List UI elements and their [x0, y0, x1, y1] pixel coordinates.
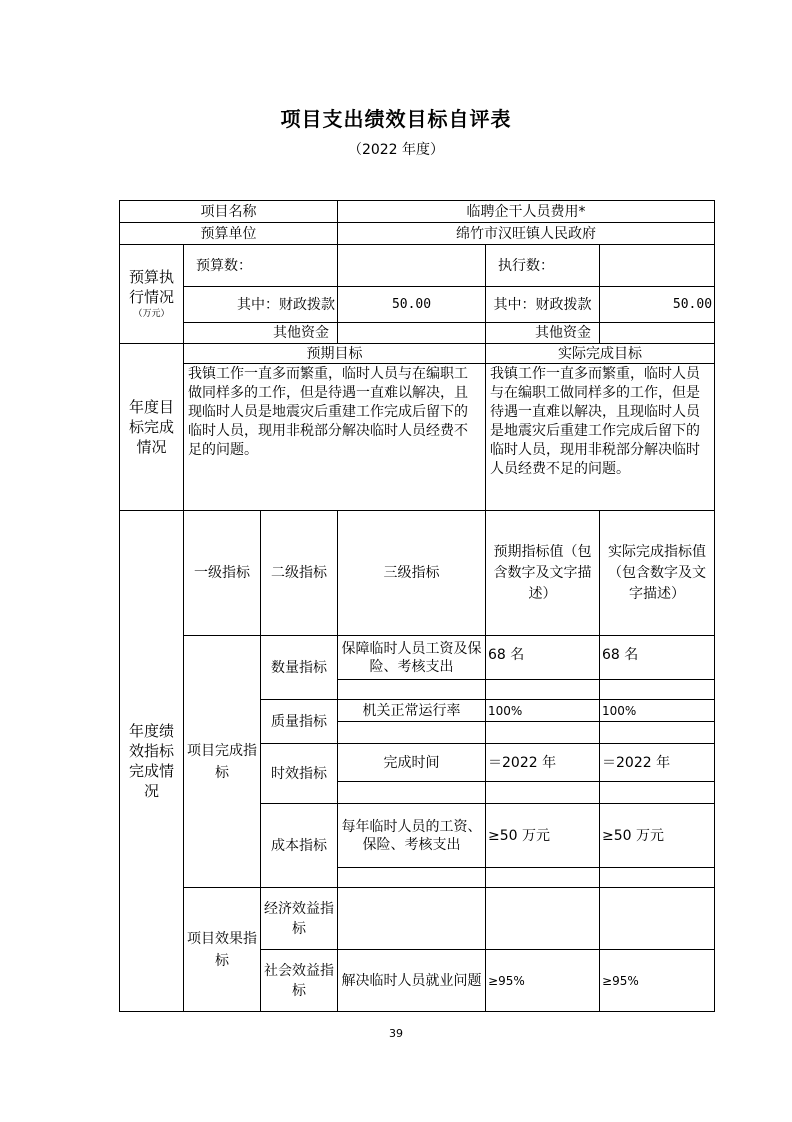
social-actual: ≥95%: [600, 950, 715, 1012]
performance-table: [119, 200, 715, 1012]
budget-unit-value: 绵竹市汉旺镇人民政府: [338, 223, 715, 245]
expected-goal-text: 我镇工作一直多而繁重，临时人员与在编职工做同样多的工作，但是待遇一直难以解决，且现临时人员是地震灾后重建工作完成后留下的临时人员，现用非税部分解决临时人员经费不足的问题。: [184, 364, 486, 511]
quality-expected: 100%: [486, 700, 600, 722]
other-funds-row: [120, 323, 715, 344]
annual-goal-header-row: [120, 344, 715, 364]
budget-section-label: [120, 245, 184, 344]
budget-unit-note: （万元）: [133, 309, 170, 319]
level2-header: 二级指标: [261, 511, 338, 636]
quantity-actual: 68 名: [600, 636, 715, 680]
page-number: 39: [389, 1027, 403, 1040]
expected-value-header: 预期指标值（包含数字及文字描述）: [486, 511, 600, 636]
budget-unit-label: 预算单位: [120, 223, 338, 245]
fiscal-label-exec: 其中：财政拨款: [486, 287, 600, 323]
fiscal-value-budget: 50.00: [338, 287, 486, 323]
timeliness-expected: ＝2022 年: [486, 744, 600, 782]
quantity-item: 保障临时人员工资及保险、考核支出: [338, 636, 486, 680]
social-item: 解决临时人员就业问题: [338, 950, 486, 1012]
quantity-row: [120, 636, 715, 680]
project-name-value: 临聘企干人员费用*: [338, 201, 715, 223]
fiscal-row: [120, 287, 715, 323]
project-name-label: 项目名称: [120, 201, 338, 223]
group-effect-label: 项目效果指标: [184, 888, 261, 1012]
exec-amount-label: 执行数：: [486, 245, 600, 287]
quality-actual: 100%: [600, 700, 715, 722]
quantity-label: 数量指标: [261, 636, 338, 700]
exec-amount-value: [600, 245, 715, 287]
report-year: （2022 年度）: [347, 142, 445, 158]
social-expected: ≥95%: [486, 950, 600, 1012]
group-completion-label: 项目完成指标: [184, 636, 261, 888]
other-label-exec: 其他资金: [486, 323, 600, 344]
cost-actual: ≥50 万元: [600, 804, 715, 868]
economic-item: [338, 888, 486, 950]
actual-value-header: 实际完成指标值（包含数字及文字描述）: [600, 511, 715, 636]
other-value-budget: [338, 323, 486, 344]
budget-unit-row: [120, 223, 715, 245]
social-label: 社会效益指标: [261, 950, 338, 1012]
expected-goal-header: 预期目标: [184, 344, 486, 364]
level1-header: 一级指标: [184, 511, 261, 636]
level3-header: 三级指标: [338, 511, 486, 636]
annual-goal-text-row: [120, 364, 715, 511]
timeliness-label: 时效指标: [261, 744, 338, 804]
project-name-row: [120, 201, 715, 223]
cost-expected: ≥50 万元: [486, 804, 600, 868]
indicator-section-label: 年度绩效指标完成情况: [120, 511, 184, 1012]
actual-goal-header: 实际完成目标: [486, 344, 715, 364]
indicator-header-row: [120, 511, 715, 636]
quantity-expected: 68 名: [486, 636, 600, 680]
budget-section-text: 预算执行情况: [128, 268, 174, 306]
fiscal-label-budget: 其中：财政拨款: [184, 287, 338, 323]
economic-row: [120, 888, 715, 950]
other-value-exec: [600, 323, 715, 344]
budget-amount-label: 预算数：: [184, 245, 338, 287]
cost-label: 成本指标: [261, 804, 338, 888]
timeliness-actual: ＝2022 年: [600, 744, 715, 782]
other-label-budget: 其他资金: [184, 323, 338, 344]
cost-item: 每年临时人员的工资、保险、考核支出: [338, 804, 486, 868]
quality-label: 质量指标: [261, 700, 338, 744]
fiscal-value-exec: 50.00: [600, 287, 715, 323]
timeliness-item: 完成时间: [338, 744, 486, 782]
budget-amount-value: [338, 245, 486, 287]
economic-label: 经济效益指标: [261, 888, 338, 950]
annual-goal-section-label: 年度目标完成情况: [120, 344, 184, 511]
quality-item: 机关正常运行率: [338, 700, 486, 722]
budget-row: [120, 245, 715, 287]
economic-actual: [600, 888, 715, 950]
page-title: 项目支出绩效目标自评表: [280, 107, 512, 131]
economic-expected: [486, 888, 600, 950]
actual-goal-text: 我镇工作一直多而繁重，临时人员与在编职工做同样多的工作，但是待遇一直难以解决，且现临时人员是地震灾后重建工作完成后留下的临时人员，现用非税部分解决临时人员经费不足的问题。: [486, 364, 715, 511]
